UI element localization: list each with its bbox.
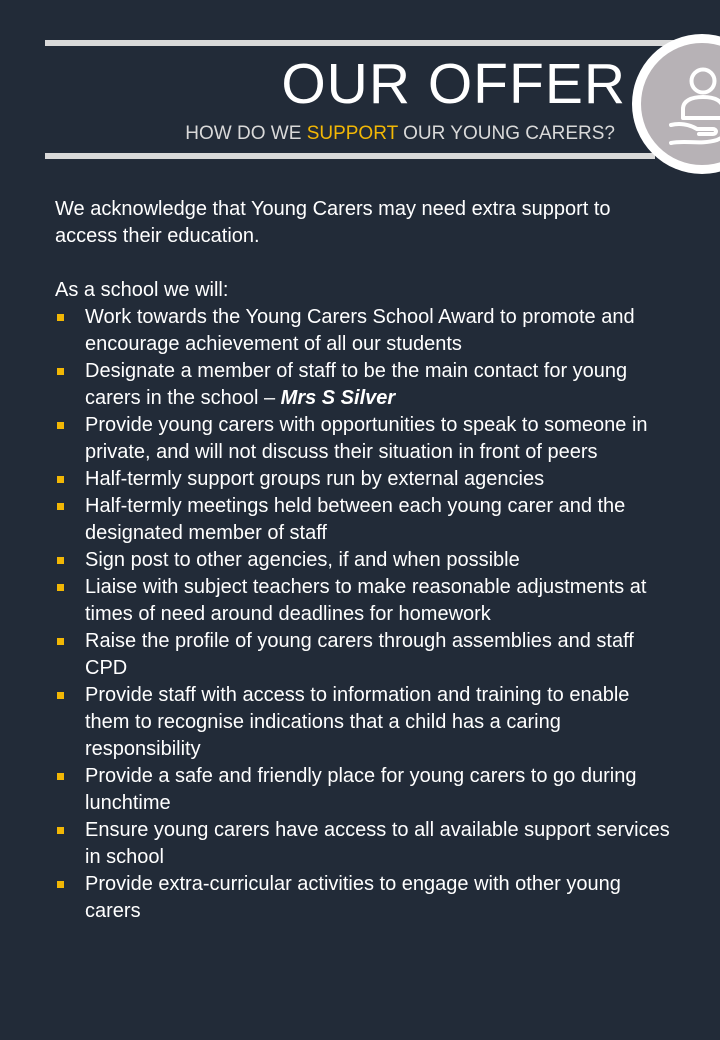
bullet-icon <box>57 314 64 321</box>
offer-content <box>55 196 670 925</box>
subtitle-accent: SUPPORT <box>306 123 398 144</box>
intro-text: We acknowledge that Young Carers may need extra support to access their education. <box>55 198 611 247</box>
list-item: Half-termly support groups run by external agencies <box>55 466 670 493</box>
bullet-icon <box>57 638 64 645</box>
subtitle-part-2: OUR YOUNG CARERS? <box>397 123 615 144</box>
list-item: Work towards the Young Carers School Award to promote and encourage achievement of all our students <box>55 304 670 358</box>
list-item: Provide young carers with opportunities to speak to someone in private, and will not discuss their situation in front of peers <box>55 412 670 466</box>
header-bottom-rule <box>45 153 655 159</box>
bullet-icon <box>57 881 64 888</box>
list-item: Sign post to other agencies, if and when possible <box>55 547 670 574</box>
badge-circle <box>641 43 720 165</box>
person-in-hand-icon <box>663 63 720 145</box>
contact-name: Mrs S Silver <box>280 387 396 409</box>
list-item: Provide staff with access to information and training to enable them to recognise indications that a child has a caring responsibility <box>55 682 670 763</box>
lead-text: As a school we will: <box>55 279 229 301</box>
subtitle-part-1: HOW DO WE <box>185 123 307 144</box>
bullet-icon <box>57 368 64 375</box>
list-item: Raise the profile of young carers through assemblies and staff CPD <box>55 628 670 682</box>
bullet-icon <box>57 476 64 483</box>
bullet-icon <box>57 827 64 834</box>
list-item: Ensure young carers have access to all available support services in school <box>55 817 670 871</box>
list-item: Liaise with subject teachers to make reasonable adjustments at times of need around deadlines for homework <box>55 574 670 628</box>
list-item: Provide a safe and friendly place for young carers to go during lunchtime <box>55 763 670 817</box>
list-item: Provide extra-curricular activities to engage with other young carers <box>55 871 670 925</box>
header-top-rule <box>45 40 685 46</box>
page-title: OUR OFFER <box>281 52 626 116</box>
offer-list <box>55 304 670 925</box>
bullet-icon <box>57 557 64 564</box>
bullet-icon <box>57 692 64 699</box>
page-subtitle <box>185 121 615 147</box>
bullet-icon <box>57 503 64 510</box>
bullet-icon <box>57 422 64 429</box>
list-item: Designate a member of staff to be the main contact for young carers in the school – Mrs S Silver <box>55 358 670 412</box>
bullet-icon <box>57 773 64 780</box>
list-item: Half-termly meetings held between each young carer and the designated member of staff <box>55 493 670 547</box>
bullet-icon <box>57 584 64 591</box>
